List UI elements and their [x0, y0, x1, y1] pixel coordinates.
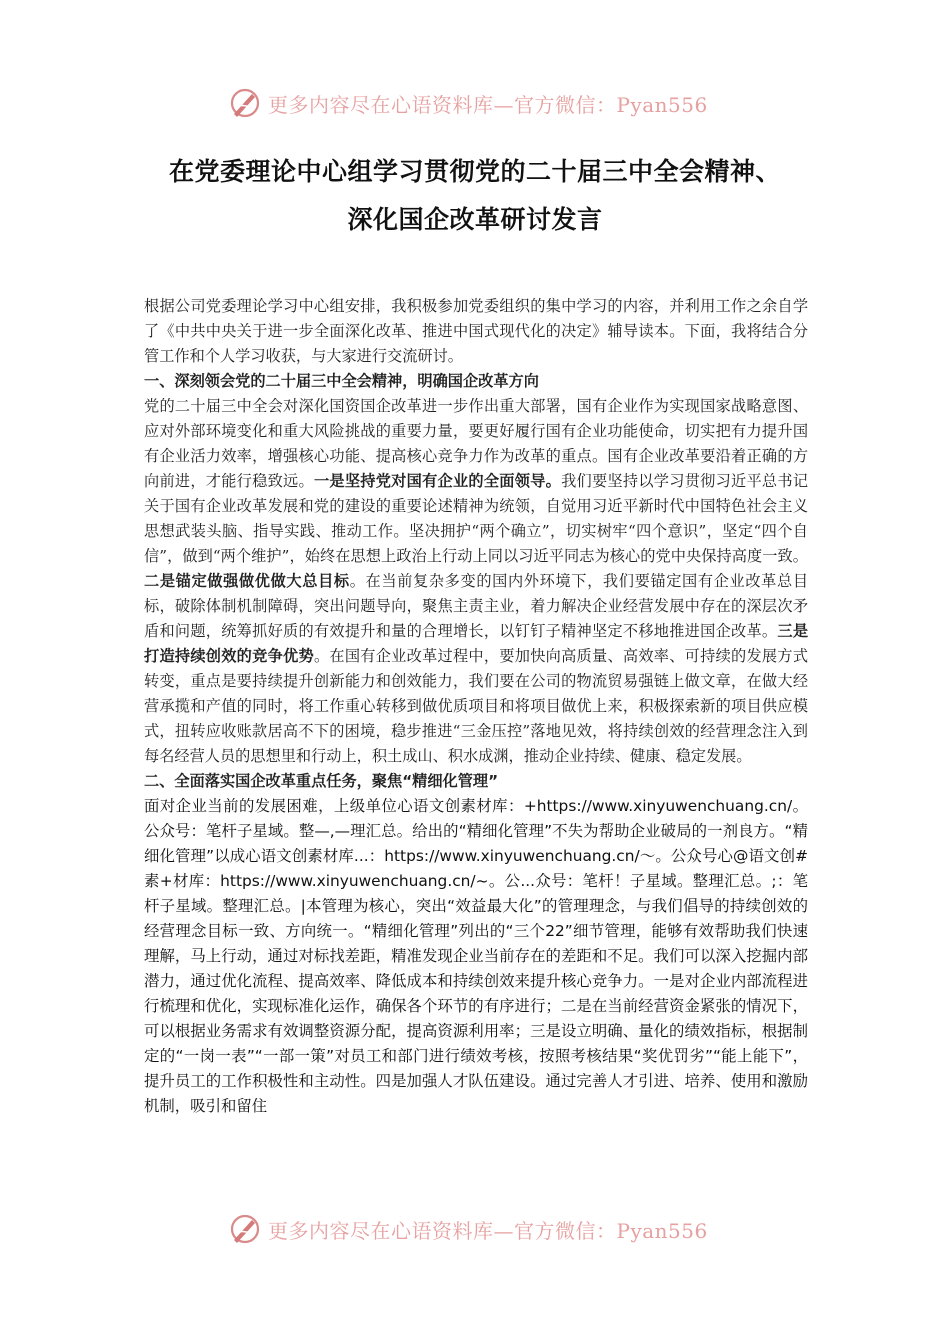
document-title-line-1: 在党委理论中心组学习贯彻党的二十届三中全会精神、 [168, 157, 781, 186]
section-1-paragraph [144, 394, 808, 769]
section-1-heading: 一、深刻领会党的二十届三中全会精神，明确国企改革方向 [144, 372, 539, 390]
section-1-text-4: 。在国有企业改革过程中，要加快向高质量、高效率、可持续的发展方式转变，重点是要持续提升创新能力和创效能力，我们要在公司的物流贸易强链上做文章，在做大经营承揽和产值的同时，将工作重心转移到做优质项目和将项目做优上来，积极探索新的项目供应模式，扭转应收账款居高不下的困境，稳步推进“三金压控”落地见效，将持续创效的经营理念注入到每名经营人员的思想里和行动上，积土成山、积水成渊，推动企业持续、健康、稳定发展。 [144, 647, 809, 765]
watermark-text-bottom: 更多内容尽在心语资料库—官方微信：Pyan556 [268, 1218, 708, 1243]
section-1-text-2: 我们要坚持以学习贯彻习近平总书记关于国有企业改革发展和党的建设的重要论述精神为统领，自觉用习近平新时代中国特色社会主义思想武装头脑、指导实践、推动工作。坚决拥护“两个确立”，切实树牢“四个意识”，坚定“四个自信”，做到“两个维护”，始终在思想上政治上行动上同以习近平同志为核心的党中央保持高度一致。 [144, 472, 809, 565]
section-1-text-3: 。在当前复杂多变的国内外环境下，我们要锚定国有企业改革总目标，破除体制机制障碍，突出问题导向，聚焦主责主业，着力解决企业经营发展中存在的深层次矛盾和问题，统筹抓好质的有效提升和量的合理增长，以钉钉子精神坚定不移地推进国企改革。 [144, 572, 809, 640]
section-2-heading: 二、全面落实国企改革重点任务，聚焦“精细化管理” [144, 772, 499, 790]
document-title-line-2: 深化国企改革研讨发言 [347, 205, 603, 234]
watermark-text-top: 更多内容尽在心语资料库—官方微信：Pyan556 [268, 92, 708, 117]
watermark-banner-top [228, 86, 728, 120]
section-1-text-1: 党的二十届三中全会对深化国资国企改革进一步作出重大部署，国有企业作为实现国家战略意图、应对外部环境变化和重大风险挑战的重要力量，要更好履行国有企业功能使命，切实把有力提升国有企业活力效率，增强核心功能、提高核心竞争力作为改革的重点。国有企业改革要沿着正确的方向前进，才能行稳致远。 [144, 397, 808, 490]
pen-logo-icon [228, 1212, 262, 1246]
section-1-point-3: 三是打造持续创效的竞争优势 [144, 622, 809, 665]
intro-paragraph: 根据公司党委理论学习中心组安排，我积极参加党委组织的集中学习的内容，并利用工作之余自学了《中共中央关于进一步全面深化改革、推进中国式现代化的决定》辅导读本。下面，我将结合分管工作和个人学习收获，与大家进行交流研讨。 [144, 297, 808, 365]
document-body [144, 294, 808, 1119]
section-1-point-1: 一是坚持党对国有企业的全面领导。 [313, 472, 562, 490]
section-1-point-2: 二是锚定做强做优做大总目标 [144, 572, 350, 590]
pen-logo-icon [228, 86, 262, 120]
section-2-paragraph: 面对企业当前的发展困难，上级单位心语文创素材库：+https://www.xinyuwenchuang.cn/。公众号：笔杆子星域。整—,—理汇总。给出的“精细化管理”不失为帮助企业破局的一剂良方。“精细化管理”以成心语文创素材库...：https://www.xinyuwenchuang.cn/～。公众号心@语文创#素+材库：https://www.xinyuwenchuang.cn/~。公...众号：笔杆！子星域。整理汇总。;：笔杆子星域。整理汇总。|本管理为核心，突出“效益最大化”的管理理念，与我们倡导的持续创效的经营理念目标一致、方向统一。“精细化管理”列出的“三个22”细节管理，能够有效帮助我们快速理解，马上行动，通过对标找差距，精准发现企业当前存在的差距和不足。我们可以深入挖掘内部潜力，通过优化流程、提高效率、降低成本和持续创效来提升核心竞争力。一是对企业内部流程进行梳理和优化，实现标准化运作，确保各个环节的有序进行；二是在当前经营资金紧张的情况下，可以根据业务需求有效调整资源分配，提高资源利用率；三是设立明确、量化的绩效指标，根据制定的“一岗一表”“一部一策”对员工和部门进行绩效考核，按照考核结果“奖优罚劣”“能上能下”，提升员工的工作积极性和主动性。四是加强人才队伍建设。通过完善人才引进、培养、使用和激励机制，吸引和留住 [144, 797, 808, 1115]
watermark-banner-bottom [228, 1212, 728, 1246]
